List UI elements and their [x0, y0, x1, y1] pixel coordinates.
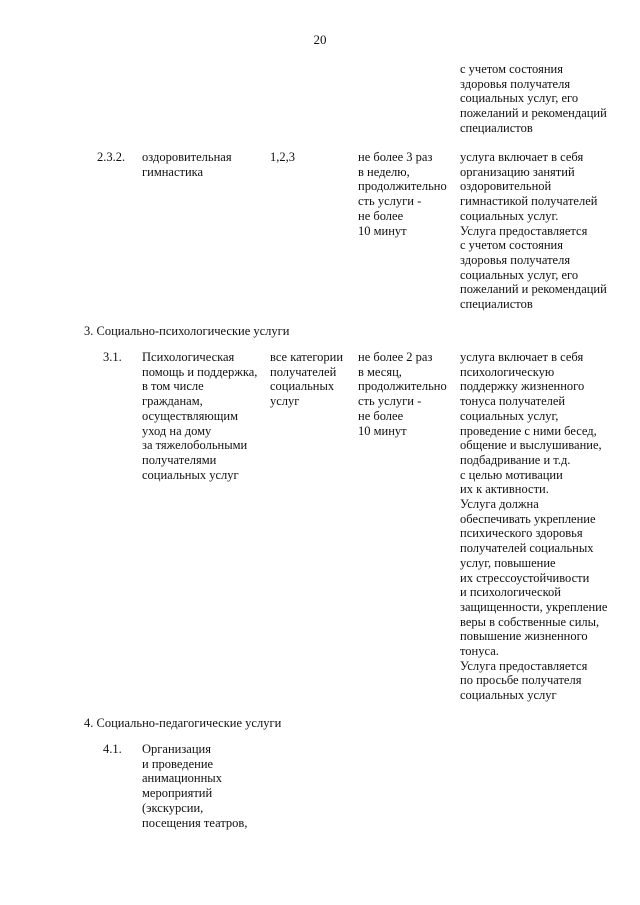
section-heading: 3. Социально-психологические услуги	[84, 324, 290, 338]
service-description: услуга включает в себя организацию занятий оздоровительной гимнастикой получателей социальных услуг. Услуга предоставляется с учетом состояния здоровья получателя социальных услуг, его пожеланий и рекомендаций специалистов	[460, 150, 607, 312]
row-number: 2.3.2.	[97, 150, 126, 164]
frequency: не более 3 раз в неделю, продолжительно сть услуги - не более 10 минут	[358, 150, 447, 238]
service-description: услуга включает в себя психологическую поддержку жизненного тонуса получателей социальных услуг, проведение с ними бесед, общение и выслушивание, подбадривание и т.д. с целью мотивации их к активности. Услуга должна обеспечивать укрепление психического здоровья получателей социальных услуг, повышение их стрессоустойчивости и психологической защищенности, укрепление веры в собственные силы, повышение жизненного тонуса. Услуга предоставляется по просьбе получателя социальных услуг	[460, 350, 608, 703]
recipient-categories: 1,2,3	[270, 150, 295, 164]
section-heading: 4. Социально-педагогические услуги	[84, 716, 282, 730]
frequency: не более 2 раз в месяц, продолжительно сть услуги - не более 10 минут	[358, 350, 447, 438]
continuation-description: с учетом состояния здоровья получателя социальных услуг, его пожеланий и рекомендаций специалистов	[460, 62, 607, 135]
service-name: оздоровительная гимнастика	[142, 150, 232, 179]
row-number: 3.1.	[103, 350, 122, 364]
row-number: 4.1.	[103, 742, 122, 756]
service-name: Психологическая помощь и поддержка, в том числе гражданам, осуществляющим уход на дому за тяжелобольными получателями социальных услуг	[142, 350, 258, 482]
service-name: Организация и проведение анимационных мероприятий (экскурсии, посещения театров,	[142, 742, 248, 830]
recipient-categories: все категории получателей социальных услуг	[270, 350, 344, 409]
page-number: 20	[313, 32, 327, 47]
